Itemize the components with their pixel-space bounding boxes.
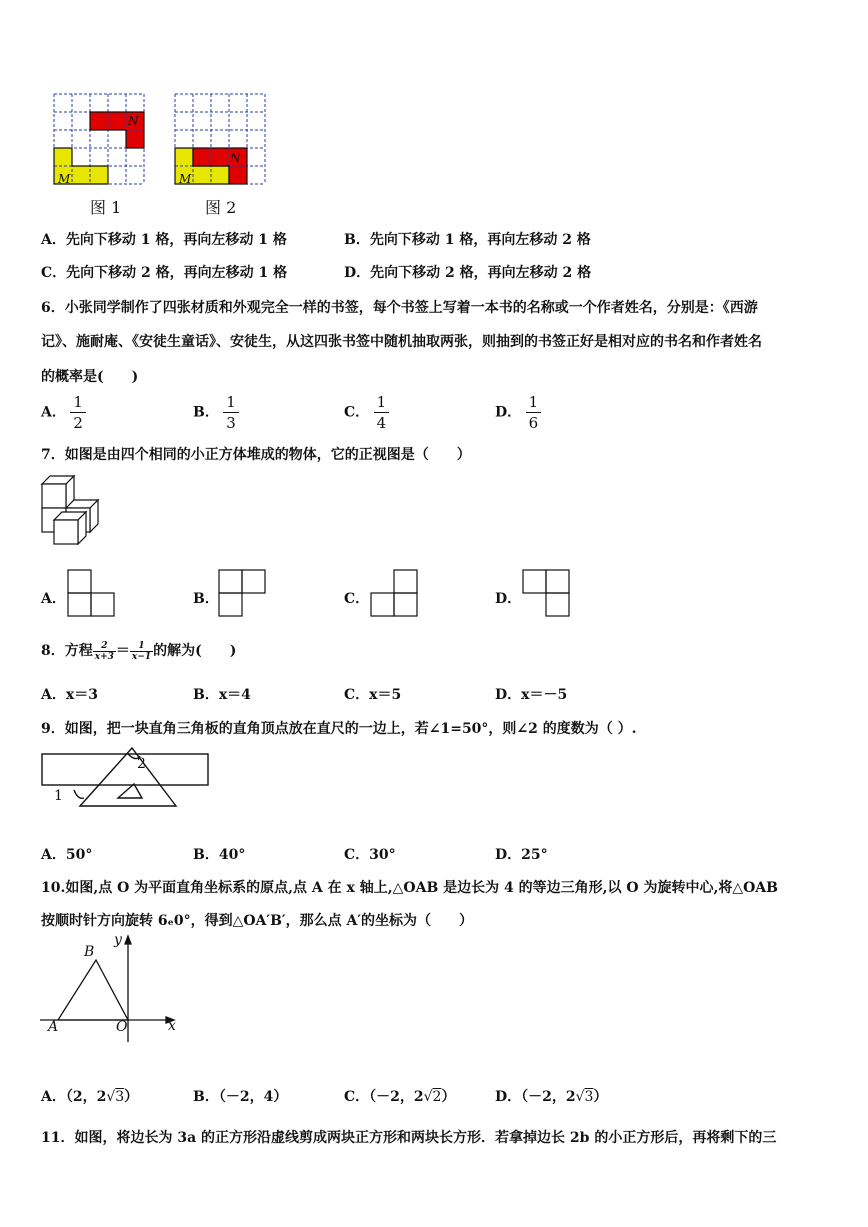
q10-stem-line-2: 按顺时针方向旋转 6ₑ0°，得到△OA′B′，那么点 A′的坐标为（ ）	[41, 913, 474, 929]
sqrt-symbol: √	[423, 1089, 433, 1105]
angle-2-label: 2	[137, 756, 146, 772]
q9-option-a[interactable]: A．50°	[41, 847, 93, 863]
q9-stem: 9．如图，把一块直角三角板的直角顶点放在直尺的一边上，若∠1=50°，则∠2 的度数为（ ）.	[41, 721, 637, 737]
q6-option-c-fraction: $\frac{1}{4}$	[374, 392, 390, 433]
q7-option-b-view	[219, 570, 267, 618]
q10-option-d-pre: D．（－2，2	[495, 1089, 576, 1105]
label-n-fig1: N	[128, 114, 139, 128]
q7-option-b[interactable]	[193, 588, 219, 608]
ruler-triangle-figure	[40, 748, 212, 836]
q9-option-b[interactable]: B．40°	[193, 847, 246, 863]
q6-option-b-letter: B．	[193, 404, 219, 421]
q9-option-d[interactable]: D．25°	[495, 847, 548, 863]
q10-option-d-radicand: 3	[584, 1089, 594, 1105]
point-b-label: B	[84, 944, 95, 960]
q8-option-b[interactable]: B．x＝4	[193, 687, 251, 703]
q10-option-a-pre: A．（2，2	[41, 1089, 107, 1105]
axis-x-label: x	[168, 1018, 176, 1034]
q6-option-c-letter: C．	[344, 404, 370, 421]
q10-option-d-post: ）	[593, 1089, 608, 1105]
q5-option-b[interactable]: B．先向下移动 1 格，再向左移动 2 格	[344, 232, 591, 248]
sqrt-symbol: √	[106, 1089, 116, 1105]
q10-option-a[interactable]	[41, 1086, 138, 1106]
q7-option-c-view	[371, 570, 419, 618]
q10-option-c-radicand: 2	[432, 1089, 442, 1105]
q7-option-d-letter: D．	[495, 591, 522, 607]
q8-stem	[41, 640, 236, 662]
q7-stem: 7．如图是由四个相同的小正方体堆成的物体，它的正视图是（ ）	[41, 447, 471, 463]
q10-option-d[interactable]	[495, 1086, 607, 1106]
q6-option-b-fraction: $\frac{1}{3}$	[223, 392, 239, 433]
q8-prefix: 8．方程	[41, 643, 93, 659]
q10-option-c-post: ）	[441, 1089, 456, 1105]
q6-option-a[interactable]	[41, 392, 86, 433]
q6-option-a-fraction: $\frac{1}{2}$	[70, 392, 86, 433]
origin-o-label: O	[116, 1019, 128, 1035]
q7-option-b-letter: B．	[193, 591, 219, 607]
q10-option-c[interactable]	[344, 1086, 455, 1106]
label-m-fig2: M	[179, 172, 192, 186]
q10-stem-line-1: 10.如图,点 O 为平面直角坐标系的原点,点 A 在 x 轴上,△OAB 是边长为 4 的等边三角形,以 O 为旋转中心,将△OAB	[41, 880, 778, 896]
label-n-fig2: N	[230, 151, 241, 165]
q10-option-b[interactable]: B．（－2，4）	[193, 1089, 288, 1105]
q6-option-d[interactable]	[495, 392, 541, 433]
q7-option-a-letter: A．	[41, 591, 66, 607]
figure-2-caption: 图 2	[205, 198, 237, 217]
q6-option-d-letter: D．	[495, 404, 522, 421]
q11-stem-line-1: 11．如图，将边长为 3a 的正方形沿虚线剪成两块正方形和两块长方形．若拿掉边长 2b 的小正方形后，再将剩下的三	[41, 1130, 777, 1146]
q6-stem-line-1: 6．小张同学制作了四张材质和外观完全一样的书签，每个书签上写着一本书的名称或一个作者姓名，分别是：《西游	[41, 300, 758, 316]
q7-option-c-letter: C．	[344, 591, 370, 607]
q8-fraction-left: $\frac{2}{x+3}$	[94, 640, 114, 662]
sqrt-symbol: √	[575, 1089, 585, 1105]
angle-1-label: 1	[54, 788, 63, 804]
q7-option-c[interactable]	[344, 588, 369, 608]
q6-option-b[interactable]	[193, 392, 239, 433]
cube-stack-figure	[42, 476, 106, 550]
q7-option-d[interactable]	[495, 588, 521, 608]
q9-option-c[interactable]: C．30°	[344, 847, 396, 863]
q8-option-c[interactable]: C．x＝5	[344, 687, 402, 703]
point-a-label: A	[48, 1019, 59, 1035]
figure-1-caption: 图 1	[90, 198, 122, 217]
q5-option-a[interactable]: A．先向下移动 1 格，再向左移动 1 格	[41, 232, 287, 248]
q7-option-a[interactable]	[41, 588, 66, 608]
coordinate-triangle-figure	[40, 934, 180, 1044]
q7-option-d-view	[523, 570, 571, 618]
axis-y-label: y	[114, 932, 122, 948]
q6-option-c[interactable]	[344, 392, 389, 433]
q8-equals: ＝	[115, 643, 130, 659]
q7-option-a-view	[68, 570, 116, 618]
q6-option-d-fraction: $\frac{1}{6}$	[526, 392, 542, 433]
q6-stem-line-3: 的概率是( )	[41, 369, 139, 385]
q6-stem-line-2: 记》、施耐庵、《安徒生童话》、安徒生，从这四张书签中随机抽取两张，则抽到的书签正好是相对应的书名和作者姓名	[41, 334, 762, 350]
label-m-fig1: M	[58, 172, 71, 186]
q10-option-a-post: ）	[124, 1089, 139, 1105]
q10-option-a-radicand: 3	[115, 1089, 125, 1105]
q8-fraction-right: $\frac{1}{x-1}$	[131, 640, 152, 662]
q8-option-a[interactable]: A．x＝3	[41, 687, 98, 703]
q5-option-d[interactable]: D．先向下移动 2 格，再向左移动 2 格	[344, 265, 592, 281]
q8-option-d[interactable]: D．x＝－5	[495, 687, 568, 703]
q5-option-c[interactable]: C．先向下移动 2 格，再向左移动 1 格	[41, 265, 288, 281]
q6-option-a-letter: A．	[41, 404, 66, 421]
q8-suffix: 的解为( )	[153, 643, 237, 659]
q10-option-c-pre: C．（－2，2	[344, 1089, 424, 1105]
